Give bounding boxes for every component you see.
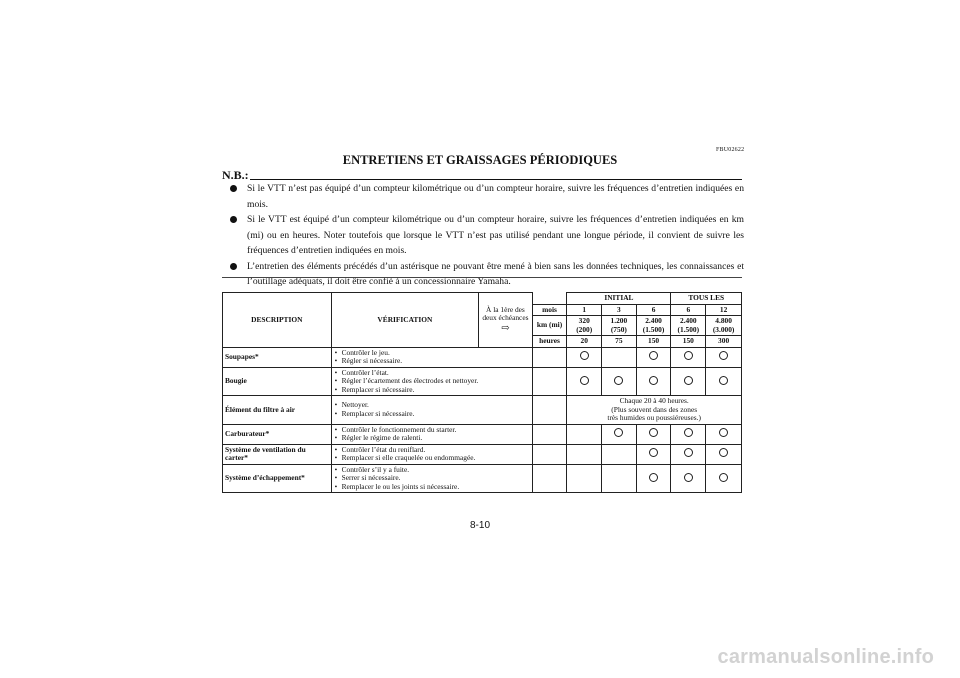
interval-cell [706, 444, 742, 464]
interval-cell [636, 367, 671, 396]
circle-mark-icon [719, 351, 728, 360]
interval-cell [636, 424, 671, 444]
row-verification [331, 396, 532, 425]
interval-cell [671, 444, 706, 464]
km-number: 1.200 [610, 316, 628, 325]
nb-bullet [230, 212, 744, 259]
arrow-right-icon: ⇨ [501, 322, 510, 334]
verification-item: • Contrôler l’état. [334, 369, 530, 378]
interval-cell [706, 424, 742, 444]
interval-cell [602, 444, 637, 464]
circle-mark-icon [719, 473, 728, 482]
col-first-due-header [479, 293, 532, 348]
km-value [602, 316, 637, 336]
interval-cell [602, 464, 637, 493]
blank-cell [532, 347, 567, 367]
first-due-label: À la 1ère des deux échéances [482, 304, 529, 323]
page-title: ENTRETIENS ET GRAISSAGES PÉRIODIQUES [342, 153, 618, 167]
mi-number: (750) [610, 324, 627, 334]
row-description: Système d’échappement* [223, 464, 332, 493]
hours-value: 300 [706, 336, 742, 348]
circle-mark-icon [684, 376, 693, 385]
row-verification [331, 367, 532, 396]
verification-list [334, 349, 530, 366]
every-header: TOUS LES [671, 293, 742, 305]
mi-number: (200) [576, 324, 593, 334]
interval-cell [636, 444, 671, 464]
mi-number: (1.500) [642, 324, 665, 334]
bullet-dot-icon [230, 263, 237, 270]
verification-list [334, 369, 530, 395]
km-number: 320 [578, 316, 590, 325]
verification-item: • Remplacer si elle craquelée ou endommagée. [334, 454, 530, 463]
interval-note-line: très humides ou poussiéreuses.) [607, 413, 701, 422]
circle-mark-icon [684, 428, 693, 437]
row-verification [331, 464, 532, 493]
circle-mark-icon [719, 376, 728, 385]
verification-item: • Serrer si nécessaire. [334, 474, 530, 483]
interval-cell [706, 367, 742, 396]
interval-cell [671, 424, 706, 444]
corner-cell [532, 293, 567, 305]
verification-list [334, 446, 530, 463]
interval-note-line: (Plus souvent dans des zones [611, 404, 698, 414]
months-value: 6 [636, 304, 671, 316]
verification-item: • Contrôler le fonctionnement du starter. [334, 426, 530, 435]
circle-mark-icon [684, 351, 693, 360]
hours-value: 20 [567, 336, 602, 348]
interval-cell [636, 347, 671, 367]
nb-bullet-text: Si le VTT n’est pas équipé d’un compteur kilométrique ou d’un compteur horaire, suivre les fréquences d’entretien indiquées en mois. [247, 183, 744, 210]
row-hours-label: heures [532, 336, 567, 348]
verification-item: • Remplacer si nécessaire. [334, 410, 530, 419]
interval-cell [671, 464, 706, 493]
circle-mark-icon [649, 376, 658, 385]
row-km-label: km (mi) [532, 316, 567, 336]
table-row [223, 424, 742, 444]
interval-note [567, 396, 742, 425]
row-verification [331, 444, 532, 464]
blank-cell [532, 464, 567, 493]
bullet-dot-icon [230, 216, 237, 223]
nb-bullet [230, 181, 744, 212]
row-description: Bougie [223, 367, 332, 396]
mi-number: (3.000) [712, 324, 735, 334]
interval-cell [602, 367, 637, 396]
interval-cell [602, 347, 637, 367]
circle-mark-icon [614, 376, 623, 385]
hours-value: 75 [602, 336, 637, 348]
km-value [636, 316, 671, 336]
section-divider [222, 277, 742, 278]
interval-cell [671, 347, 706, 367]
verification-item: • Régler si nécessaire. [334, 357, 530, 366]
watermark-logo: carmanualsonline.info [717, 646, 934, 668]
col-description-header: DESCRIPTION [223, 293, 332, 348]
blank-cell [532, 444, 567, 464]
circle-mark-icon [684, 448, 693, 457]
blank-cell [532, 396, 567, 425]
verification-item: • Remplacer le ou les joints si nécessaire. [334, 483, 530, 492]
verification-list [334, 426, 530, 443]
circle-mark-icon [614, 428, 623, 437]
nb-label: N.B.: [222, 168, 249, 182]
table-row [223, 444, 742, 464]
bullet-dot-icon [230, 185, 237, 192]
mi-number: (1.500) [677, 324, 700, 334]
circle-mark-icon [649, 351, 658, 360]
initial-header: INITIAL [567, 293, 671, 305]
circle-mark-icon [684, 473, 693, 482]
months-value: 3 [602, 304, 637, 316]
interval-cell [567, 444, 602, 464]
table-row [223, 367, 742, 396]
row-verification [331, 347, 532, 367]
document-code: FBU02622 [716, 147, 745, 153]
nb-bullet-text: Si le VTT est équipé d’un compteur kilométrique ou d’un compteur horaire, suivre les fréquences d’entretien indiquées en km (mi) ou en heures. Noter toutefois que lorsque le VTT n’est pas utilisé pendant une longue période, il convient de suivre les fréquences d’entretien indiquées en mois. [247, 214, 744, 256]
km-number: 2.400 [680, 316, 697, 325]
km-value [706, 316, 742, 336]
interval-note-line: Chaque 20 à 40 heures. [619, 396, 689, 405]
row-months-label: mois [532, 304, 567, 316]
blank-cell [532, 424, 567, 444]
interval-cell [567, 464, 602, 493]
km-value [671, 316, 706, 336]
verification-list [334, 401, 530, 418]
verification-item: • Contrôler le jeu. [334, 349, 530, 358]
verification-list [334, 466, 530, 492]
interval-cell [706, 464, 742, 493]
circle-mark-icon [580, 351, 589, 360]
circle-mark-icon [649, 473, 658, 482]
interval-cell [567, 367, 602, 396]
table-header [223, 293, 742, 348]
verification-item: • Contrôler s’il y a fuite. [334, 466, 530, 475]
nb-divider [250, 179, 742, 180]
hours-value: 150 [636, 336, 671, 348]
circle-mark-icon [649, 448, 658, 457]
page-number: 8-10 [469, 520, 490, 531]
nb-bullet-text: L’entretien des éléments précédés d’un astérisque ne pouvant être mené à bien sans les données techniques, les connaissances et l’outillage adéquats, il doit être confié à un concessionnaire Yamaha. [247, 260, 744, 287]
interval-cell [706, 347, 742, 367]
km-value [567, 316, 602, 336]
table-row [223, 464, 742, 493]
interval-cell [671, 367, 706, 396]
months-value: 6 [671, 304, 706, 316]
circle-mark-icon [649, 428, 658, 437]
table-row [223, 396, 742, 425]
interval-cell [602, 424, 637, 444]
table-body [223, 347, 742, 493]
interval-cell [567, 347, 602, 367]
table-row [223, 347, 742, 367]
row-description: Système de ventilation du carter* [223, 444, 332, 464]
nb-bullet-list [230, 181, 744, 290]
verification-item: • Remplacer si nécessaire. [334, 386, 530, 395]
circle-mark-icon [580, 376, 589, 385]
circle-mark-icon [719, 448, 728, 457]
verification-item: • Régler l’écartement des électrodes et nettoyer. [334, 377, 530, 386]
interval-cell [567, 424, 602, 444]
km-number: 4.800 [715, 316, 732, 325]
row-description: Carburateur* [223, 424, 332, 444]
km-number: 2.400 [645, 316, 662, 325]
months-value: 12 [706, 304, 742, 316]
blank-cell [532, 367, 567, 396]
verification-item: • Nettoyer. [334, 401, 530, 410]
row-description: Soupapes* [223, 347, 332, 367]
row-description: Élément du filtre à air [223, 396, 332, 425]
row-verification [331, 424, 532, 444]
hours-value: 150 [671, 336, 706, 348]
verification-item: • Contrôler l’état du reniflard. [334, 446, 530, 455]
verification-item: • Régler le régime de ralenti. [334, 434, 530, 443]
interval-cell [636, 464, 671, 493]
months-value: 1 [567, 304, 602, 316]
maintenance-table [222, 292, 742, 493]
nb-bullet [230, 259, 744, 290]
circle-mark-icon [719, 428, 728, 437]
col-verification-header: VÉRIFICATION [331, 293, 479, 348]
